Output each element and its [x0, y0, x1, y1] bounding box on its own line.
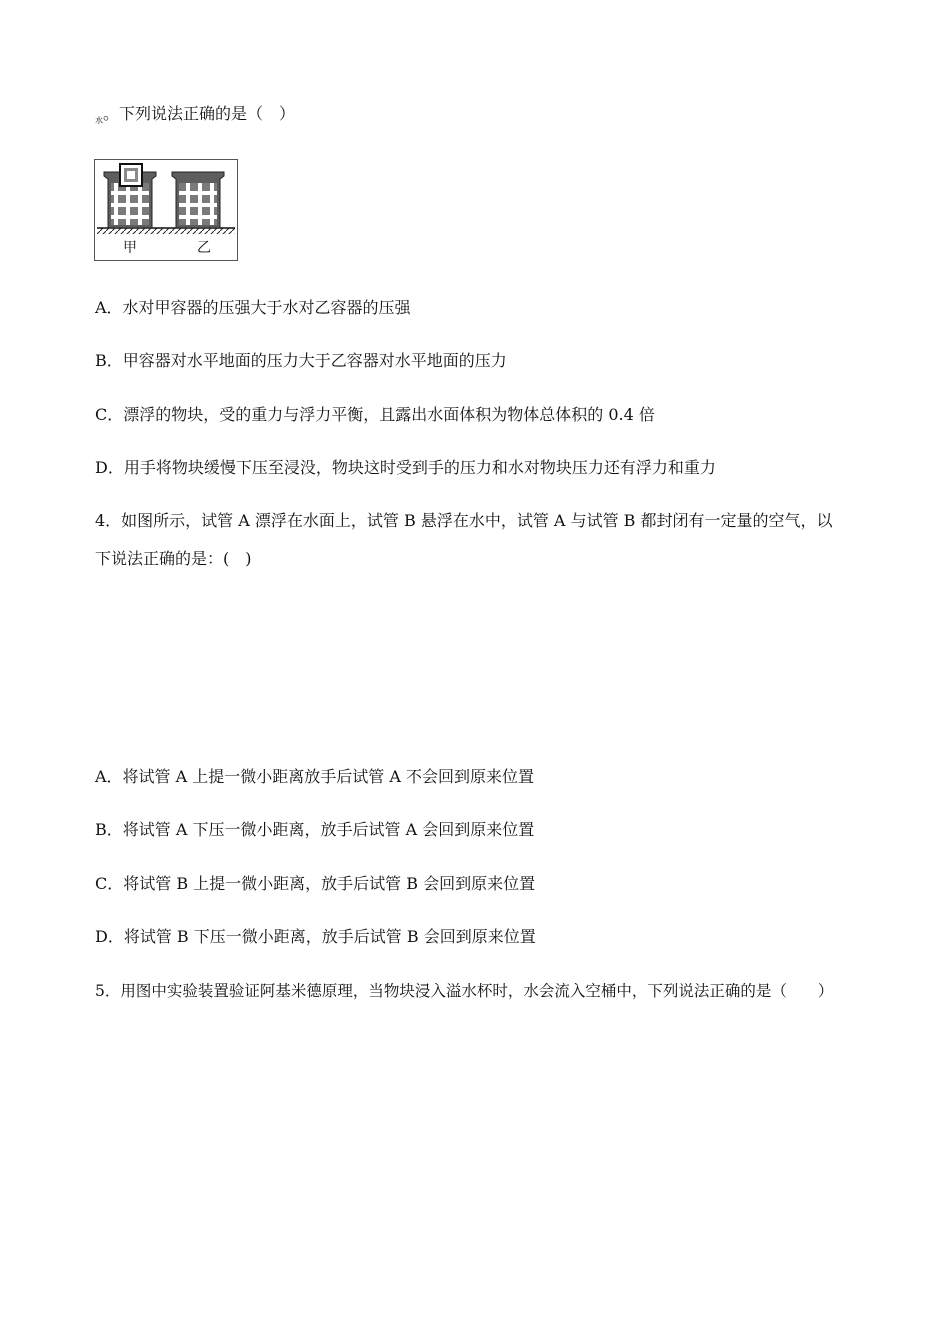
q4-stem-line1: 4．如图所示，试管 A 漂浮在水面上，试管 B 悬浮在水中，试管 A 与试管 B 都封闭有一定量的空气，以	[95, 511, 833, 530]
q3-option-d: D．用手将物块缓慢下压至浸没，物块这时受到手的压力和水对物块压力还有浮力和重力	[95, 458, 716, 477]
q3-subscript: 水	[95, 116, 103, 125]
q4-option-d: D．将试管 B 下压一微小距离，放手后试管 B 会回到原来位置	[95, 927, 536, 946]
q3-option-a: A．水对甲容器的压强大于水对乙容器的压强	[95, 298, 411, 317]
q4-option-c: C．将试管 B 上提一微小距离，放手后试管 B 会回到原来位置	[95, 874, 536, 893]
label-yi: 乙	[197, 240, 211, 256]
q3-stem-tail	[95, 104, 295, 131]
q4-figure-area	[95, 585, 855, 750]
q5-figure-area	[95, 1015, 855, 1315]
q3-option-b: B．甲容器对水平地面的压力大于乙容器对水平地面的压力	[95, 351, 507, 370]
container-yi	[172, 172, 224, 228]
q3-option-c: C．漂浮的物块，受的重力与浮力平衡，且露出水面体积为物体总体积的 0.4 倍	[95, 405, 655, 424]
q4-option-a: A．将试管 A 上提一微小距离放手后试管 A 不会回到原来位置	[95, 767, 535, 786]
q3-figure-containers	[94, 159, 238, 261]
label-jia: 甲	[123, 240, 137, 256]
q4-option-b: B．将试管 A 下压一微小距离，放手后试管 A 会回到原来位置	[95, 820, 535, 839]
q3-stem-text: 。下列说法正确的是（ ）	[103, 104, 296, 123]
q4-stem-line2: 下说法正确的是：( )	[95, 549, 252, 568]
q5-stem: 5．用图中实验装置验证阿基米德原理，当物块浸入溢水杯时，水会流入空桶中，下列说法正确的是（ ）	[95, 982, 834, 1000]
ground-hatch	[97, 228, 235, 234]
container-jia	[104, 164, 156, 228]
